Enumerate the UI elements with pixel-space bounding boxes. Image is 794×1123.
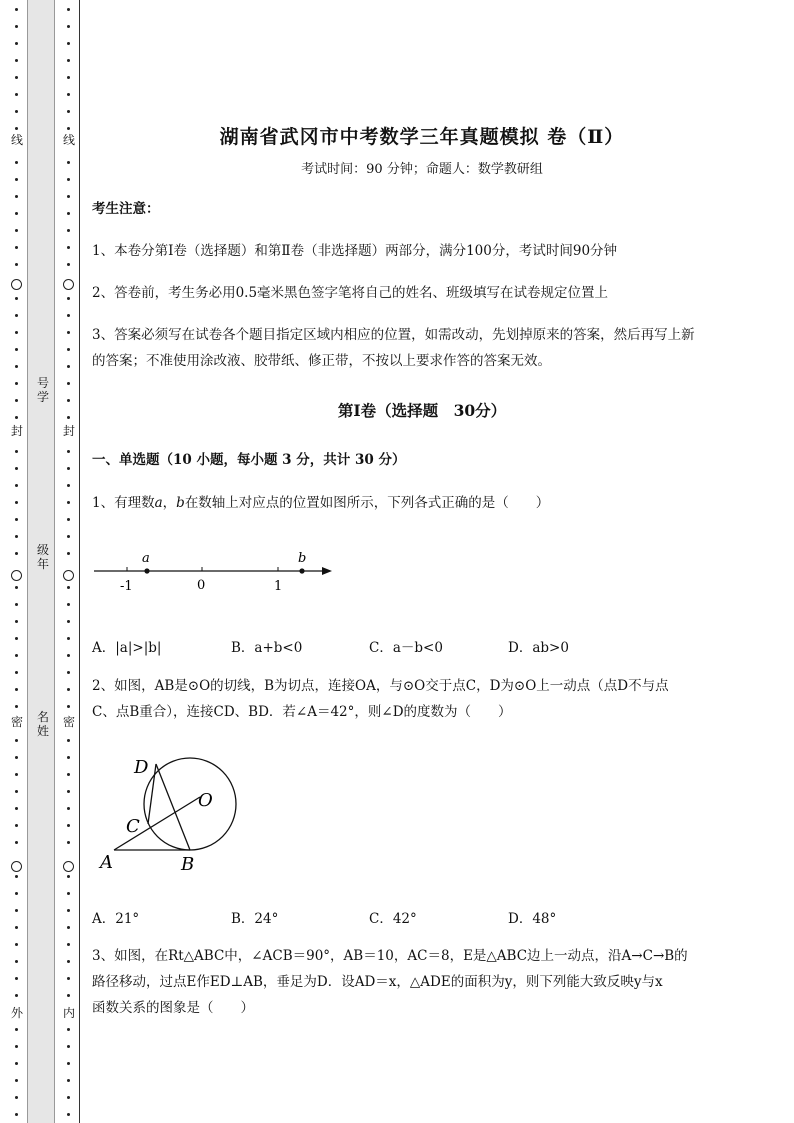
margin-dot — [67, 127, 70, 130]
margin-dot — [67, 841, 70, 844]
number-line-figure — [92, 546, 342, 596]
margin-border-line — [79, 0, 80, 1123]
inner-label-line: 线 — [62, 133, 75, 147]
inner-dotted-line — [64, 0, 74, 1123]
margin-dot — [15, 1028, 18, 1031]
q2-option-c[interactable]: C．42° — [369, 911, 417, 927]
margin-dot — [67, 399, 70, 402]
margin-dot — [15, 603, 18, 606]
inner-label-seal: 封 — [62, 424, 75, 438]
margin-dot — [67, 212, 70, 215]
page-title: 湖南省武冈市中考数学三年真题模拟 卷（Ⅱ） — [219, 126, 625, 148]
margin-dot — [67, 552, 70, 555]
margin-ring-icon — [11, 861, 22, 872]
margin-dot — [15, 212, 18, 215]
margin-dot — [67, 1096, 70, 1099]
inner-label-secret: 密 — [62, 715, 75, 729]
margin-dot — [67, 501, 70, 504]
margin-dot — [67, 348, 70, 351]
margin-dot — [15, 960, 18, 963]
margin-dot — [15, 229, 18, 232]
margin-dot — [67, 960, 70, 963]
margin-dot — [15, 1113, 18, 1116]
question-1-stem — [92, 490, 549, 516]
margin-dot — [15, 59, 18, 62]
margin-dot — [15, 42, 18, 45]
inner-label-inside: 内 — [62, 1006, 75, 1020]
margin-dot — [67, 8, 70, 11]
margin-dot — [67, 603, 70, 606]
margin-dot — [15, 824, 18, 827]
margin-dot — [15, 790, 18, 793]
margin-dot — [67, 42, 70, 45]
segment-dc — [148, 764, 156, 824]
outer-label-secret: 密 — [10, 715, 23, 729]
margin-dot — [67, 909, 70, 912]
notice-item-3: 3、答案必须写在试卷各个题目指定区域内相应的位置，如需改动，先划掉原来的答案，然后再写上新 — [92, 327, 695, 343]
outer-label-outside: 外 — [10, 1006, 23, 1020]
margin-dot — [67, 773, 70, 776]
margin-dot — [15, 501, 18, 504]
margin-dot — [15, 246, 18, 249]
q1-comma: ， — [162, 495, 177, 511]
label-1: 1 — [274, 579, 283, 594]
margin-dot — [15, 943, 18, 946]
margin-dot — [67, 977, 70, 980]
outer-dotted-line — [12, 0, 22, 1123]
margin-dot — [67, 688, 70, 691]
margin-dot — [67, 365, 70, 368]
label-c: C — [126, 816, 140, 837]
label-d: D — [134, 757, 149, 778]
q1-var-a: a — [154, 495, 163, 511]
label-0: 0 — [197, 578, 206, 593]
question-2-line-1: 2、如图，AB是⊙O的切线，B为切点，连接OA，与⊙O交于点C，D为⊙O上一动点（点D不与点 — [92, 678, 669, 694]
part1-heading: 一、单选题（10 小题，每小题 3 分，共计 30 分） — [92, 452, 406, 468]
margin-dot — [15, 93, 18, 96]
margin-dot — [15, 671, 18, 674]
margin-dot — [67, 620, 70, 623]
margin-dot — [15, 586, 18, 589]
outer-label-seal: 封 — [10, 424, 23, 438]
margin-dot — [67, 382, 70, 385]
margin-dot — [15, 348, 18, 351]
margin-dot — [67, 76, 70, 79]
margin-dot — [67, 297, 70, 300]
margin-dot — [67, 705, 70, 708]
margin-dot — [15, 994, 18, 997]
margin-dot — [67, 331, 70, 334]
margin-dot — [67, 943, 70, 946]
margin-dot — [67, 892, 70, 895]
notice-heading: 考生注意： — [92, 201, 160, 217]
q2-option-a[interactable]: A．21° — [92, 911, 140, 927]
margin-dot — [15, 535, 18, 538]
notice-item-3-cont: 的答案；不准使用涂改液、胶带纸、修正带，不按以上要求作答的答案无效。 — [92, 353, 551, 369]
margin-dot — [15, 875, 18, 878]
margin-dot — [15, 773, 18, 776]
margin-dot — [67, 654, 70, 657]
margin-dot — [67, 790, 70, 793]
margin-dot — [67, 1113, 70, 1116]
margin-dot — [15, 467, 18, 470]
margin-dot — [15, 756, 18, 759]
margin-ring-icon — [63, 279, 74, 290]
margin-dot — [67, 586, 70, 589]
margin-dot — [67, 739, 70, 742]
margin-dot — [67, 637, 70, 640]
margin-dot — [15, 552, 18, 555]
margin-dot — [15, 688, 18, 691]
point-b — [299, 568, 304, 573]
label-a: A — [100, 852, 113, 873]
margin-dot — [15, 178, 18, 181]
field-name: 名姓 — [36, 710, 49, 738]
notice-item-1: 1、本卷分第Ⅰ卷（选择题）和第Ⅱ卷（非选择题）两部分，满分100分，考试时间90分钟 — [92, 243, 618, 259]
margin-dot — [67, 1062, 70, 1065]
margin-dot — [67, 467, 70, 470]
margin-dot — [15, 841, 18, 844]
margin-dot — [15, 909, 18, 912]
margin-ring-icon — [11, 279, 22, 290]
margin-dot — [67, 518, 70, 521]
label-b: b — [298, 551, 307, 566]
margin-dot — [67, 161, 70, 164]
circle-o — [144, 758, 236, 850]
margin-dot — [15, 654, 18, 657]
margin-dot — [67, 824, 70, 827]
margin-dot — [15, 416, 18, 419]
q1-var-b: b — [176, 495, 185, 511]
margin-ring-icon — [63, 570, 74, 581]
margin-ring-icon — [63, 861, 74, 872]
margin-dot — [67, 25, 70, 28]
margin-dot — [15, 450, 18, 453]
margin-dot — [67, 756, 70, 759]
q1-option-a[interactable]: A．|a|>|b| — [92, 640, 162, 656]
section-title: 第Ⅰ卷（选择题 30分） — [337, 401, 507, 420]
margin-dot — [67, 1045, 70, 1048]
margin-dot — [15, 1096, 18, 1099]
number-line-arrow — [322, 567, 332, 575]
margin-dot — [15, 399, 18, 402]
margin-dot — [15, 620, 18, 623]
circle-tangent-figure — [92, 752, 252, 880]
margin-dot — [67, 807, 70, 810]
margin-ring-icon — [11, 570, 22, 581]
label-b: B — [181, 854, 195, 875]
margin-dot — [15, 8, 18, 11]
margin-dot — [15, 739, 18, 742]
margin-dot — [67, 671, 70, 674]
margin-dot — [67, 535, 70, 538]
margin-dot — [15, 195, 18, 198]
margin-dot — [15, 110, 18, 113]
margin-dot — [15, 297, 18, 300]
margin-dot — [15, 637, 18, 640]
margin-dot — [15, 1045, 18, 1048]
margin-dot — [67, 416, 70, 419]
field-grade: 级年 — [36, 543, 49, 571]
label-neg1: -1 — [120, 579, 133, 594]
label-o: O — [198, 790, 213, 811]
margin-dot — [15, 977, 18, 980]
margin-dot — [15, 518, 18, 521]
question-3-line-2: 路径移动，过点E作ED⊥AB，垂足为D．设AD＝x，△ADE的面积为y，则下列能大致反映y与x — [92, 974, 663, 990]
q2-option-d[interactable]: D．48° — [508, 911, 557, 927]
margin-dot — [15, 314, 18, 317]
margin-dot — [15, 484, 18, 487]
margin-dot — [15, 382, 18, 385]
margin-dot — [67, 450, 70, 453]
margin-dot — [67, 314, 70, 317]
margin-dot — [15, 1062, 18, 1065]
margin-dot — [67, 1028, 70, 1031]
margin-dot — [67, 926, 70, 929]
margin-dot — [15, 926, 18, 929]
margin-dot — [15, 705, 18, 708]
margin-dot — [67, 875, 70, 878]
q1-option-d[interactable]: D．ab>0 — [508, 640, 569, 656]
margin-dot — [67, 93, 70, 96]
question-3-line-1: 3、如图，在Rt△ABC中，∠ACB＝90°，AB＝10，AC＝8，E是△ABC边上一动点，沿A→C→B的 — [92, 948, 688, 964]
margin-dot — [15, 76, 18, 79]
q1-option-c[interactable]: C．a－b<0 — [369, 640, 443, 656]
margin-dot — [67, 484, 70, 487]
q1-option-b[interactable]: B．a+b<0 — [231, 640, 303, 656]
margin-dot — [67, 229, 70, 232]
margin-dot — [67, 59, 70, 62]
margin-dot — [15, 127, 18, 130]
margin-dot — [15, 331, 18, 334]
margin-dot — [15, 161, 18, 164]
margin-dot — [67, 195, 70, 198]
label-a: a — [142, 551, 150, 566]
notice-item-2: 2、答卷前，考生务必用0.5毫米黑色签字笔将自己的姓名、班级填写在试卷规定位置上 — [92, 285, 609, 301]
margin-dot — [15, 1079, 18, 1082]
margin-dot — [15, 25, 18, 28]
question-2-line-2: C、点B重合），连接CD、BD．若∠A＝42°，则∠D的度数为（ ） — [92, 704, 512, 720]
margin-dot — [15, 807, 18, 810]
margin-dot — [15, 892, 18, 895]
margin-dot — [67, 246, 70, 249]
margin-dot — [67, 1079, 70, 1082]
margin-dot — [67, 178, 70, 181]
q1-stem-start: 1、有理数 — [92, 495, 155, 511]
q1-stem-end: 在数轴上对应点的位置如图所示，下列各式正确的是（ ） — [184, 495, 550, 511]
field-student-number: 号学 — [36, 376, 49, 404]
outer-label-line: 线 — [10, 133, 23, 147]
margin-dot — [67, 110, 70, 113]
point-a — [144, 568, 149, 573]
margin-dot — [67, 263, 70, 266]
question-3-line-3: 函数关系的图象是（ ） — [92, 1000, 254, 1016]
q2-option-b[interactable]: B．24° — [231, 911, 279, 927]
exam-info: 考试时间：90 分钟；命题人：数学教研组 — [301, 162, 543, 177]
margin-dot — [15, 263, 18, 266]
margin-dot — [67, 994, 70, 997]
margin-dot — [15, 365, 18, 368]
